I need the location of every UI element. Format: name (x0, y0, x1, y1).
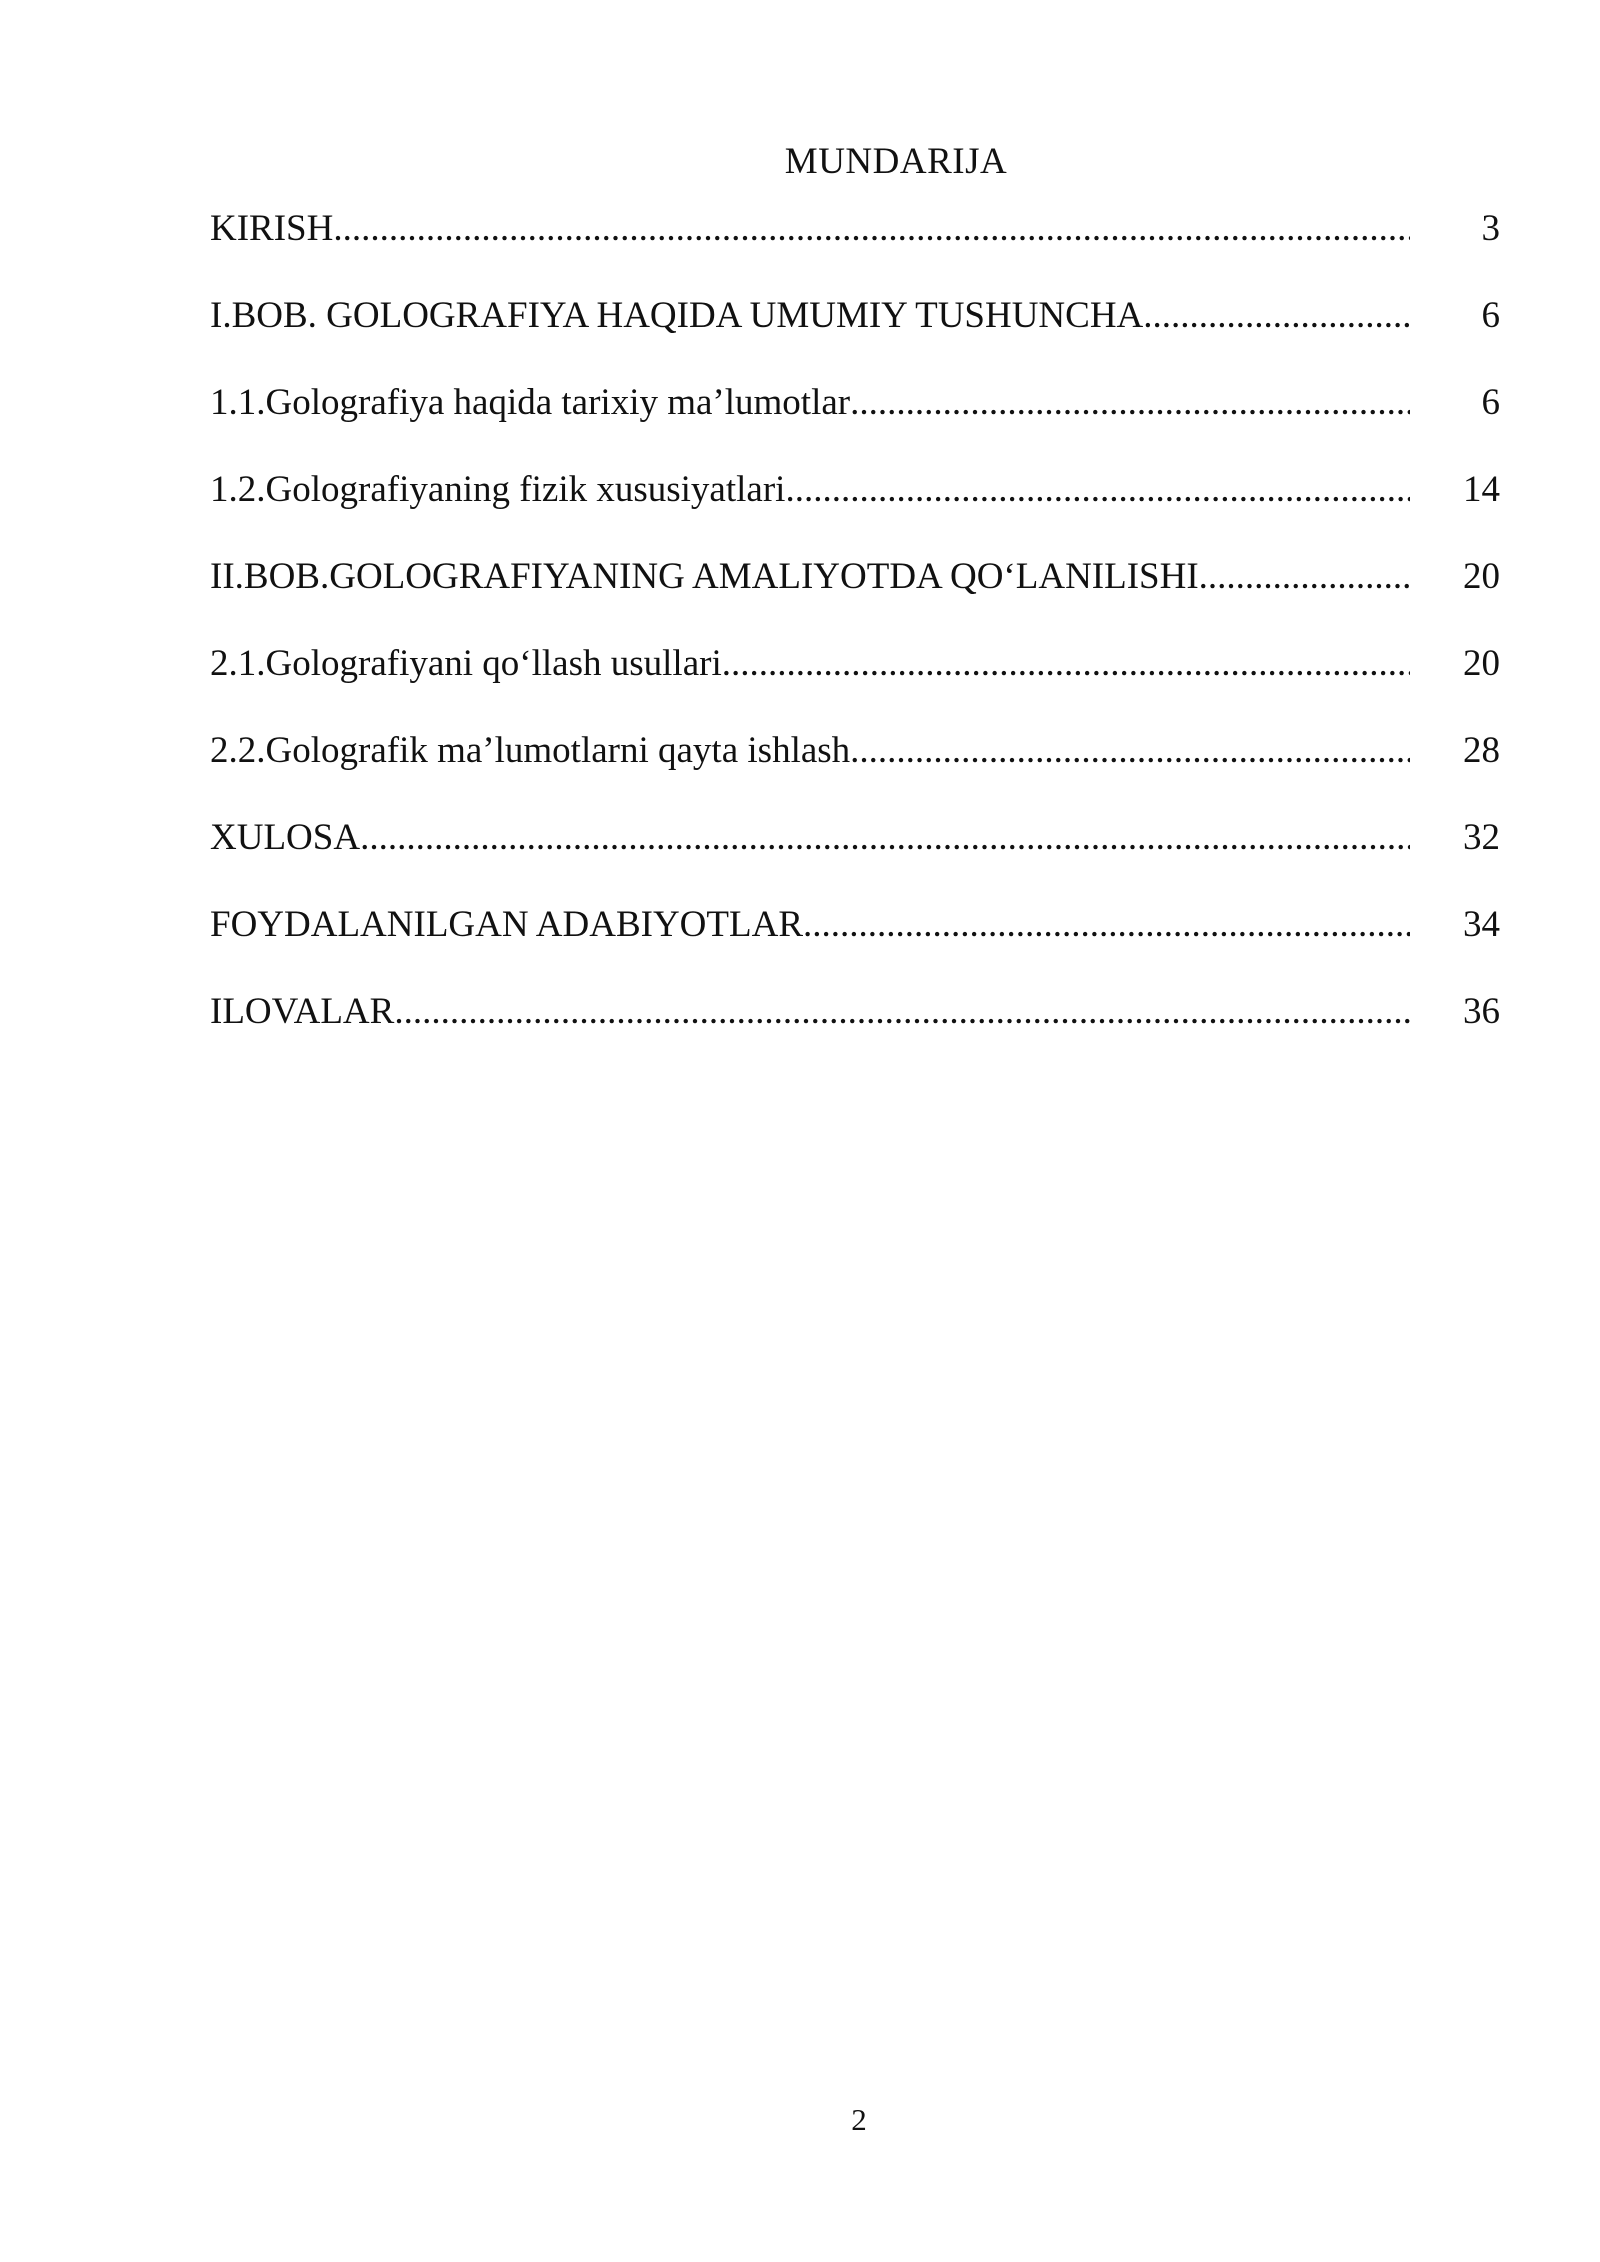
toc-entry-leader (210, 460, 1410, 520)
toc-entry-xulosa[interactable] (210, 808, 1500, 895)
toc-entry-page-number: 28 (1463, 730, 1500, 771)
toc-entry-title: KIRISH (210, 208, 334, 249)
toc-entry-page-number: 20 (1463, 556, 1500, 597)
dot-leader (333, 199, 1410, 259)
dot-leader (1199, 547, 1410, 607)
toc-entry-title: ILOVALAR (210, 991, 395, 1032)
dot-leader (850, 721, 1410, 781)
toc-entry-title: II.BOB.GOLOGRAFIYANING AMALIYOTDA QO‘LANILISHI (210, 556, 1199, 597)
dot-leader (394, 982, 1410, 1042)
toc-entry-leader (210, 547, 1410, 607)
toc-entry-section-1-2[interactable] (210, 460, 1500, 547)
toc-entry-page-number: 36 (1463, 991, 1500, 1032)
toc-entry-title: 2.1.Golografiyani qo‘llash usullari (210, 643, 722, 684)
toc-entry-leader (210, 895, 1410, 955)
toc-entry-page-number: 32 (1463, 817, 1500, 858)
table-of-contents (210, 199, 1500, 1069)
toc-entry-page-number: 6 (1481, 295, 1500, 336)
dot-leader (785, 460, 1410, 520)
toc-entry-page-number: 6 (1481, 382, 1500, 423)
toc-entry-leader (210, 286, 1410, 346)
page-number: 2 (851, 2102, 867, 2137)
toc-entry-leader (210, 982, 1410, 1042)
toc-entry-appendices[interactable] (210, 982, 1500, 1069)
page-title: MUNDARIJA (784, 141, 1008, 182)
toc-entry-title: 1.1.Golografiya haqida tarixiy ma’lumotlar (210, 382, 851, 423)
dot-leader (360, 808, 1410, 868)
toc-entry-leader (210, 373, 1410, 433)
dot-leader (850, 373, 1410, 433)
toc-entry-title: FOYDALANILGAN ADABIYOTLAR (210, 904, 803, 945)
toc-entry-leader (210, 808, 1410, 868)
toc-entry-references[interactable] (210, 895, 1500, 982)
toc-entry-chapter-1[interactable] (210, 286, 1500, 373)
toc-entry-title: I.BOB. GOLOGRAFIYA HAQIDA UMUMIY TUSHUNCHA (210, 295, 1144, 336)
toc-entry-leader (210, 634, 1410, 694)
dot-leader (722, 634, 1410, 694)
toc-entry-title: 2.2.Golografik ma’lumotlarni qayta ishlash (210, 730, 851, 771)
toc-entry-kirish[interactable] (210, 199, 1500, 286)
toc-entry-page-number: 14 (1463, 469, 1500, 510)
toc-entry-leader (210, 199, 1410, 259)
dot-leader (803, 895, 1410, 955)
toc-entry-title: XULOSA (210, 817, 361, 858)
toc-entry-page-number: 3 (1481, 208, 1500, 249)
toc-entry-leader (210, 721, 1410, 781)
toc-entry-section-1-1[interactable] (210, 373, 1500, 460)
toc-entry-title: 1.2.Golografiyaning fizik xususiyatlari (210, 469, 786, 510)
toc-entry-section-2-2[interactable] (210, 721, 1500, 808)
toc-entry-chapter-2[interactable] (210, 547, 1500, 634)
toc-entry-page-number: 34 (1463, 904, 1500, 945)
toc-entry-page-number: 20 (1463, 643, 1500, 684)
dot-leader (1143, 286, 1410, 346)
toc-entry-section-2-1[interactable] (210, 634, 1500, 721)
